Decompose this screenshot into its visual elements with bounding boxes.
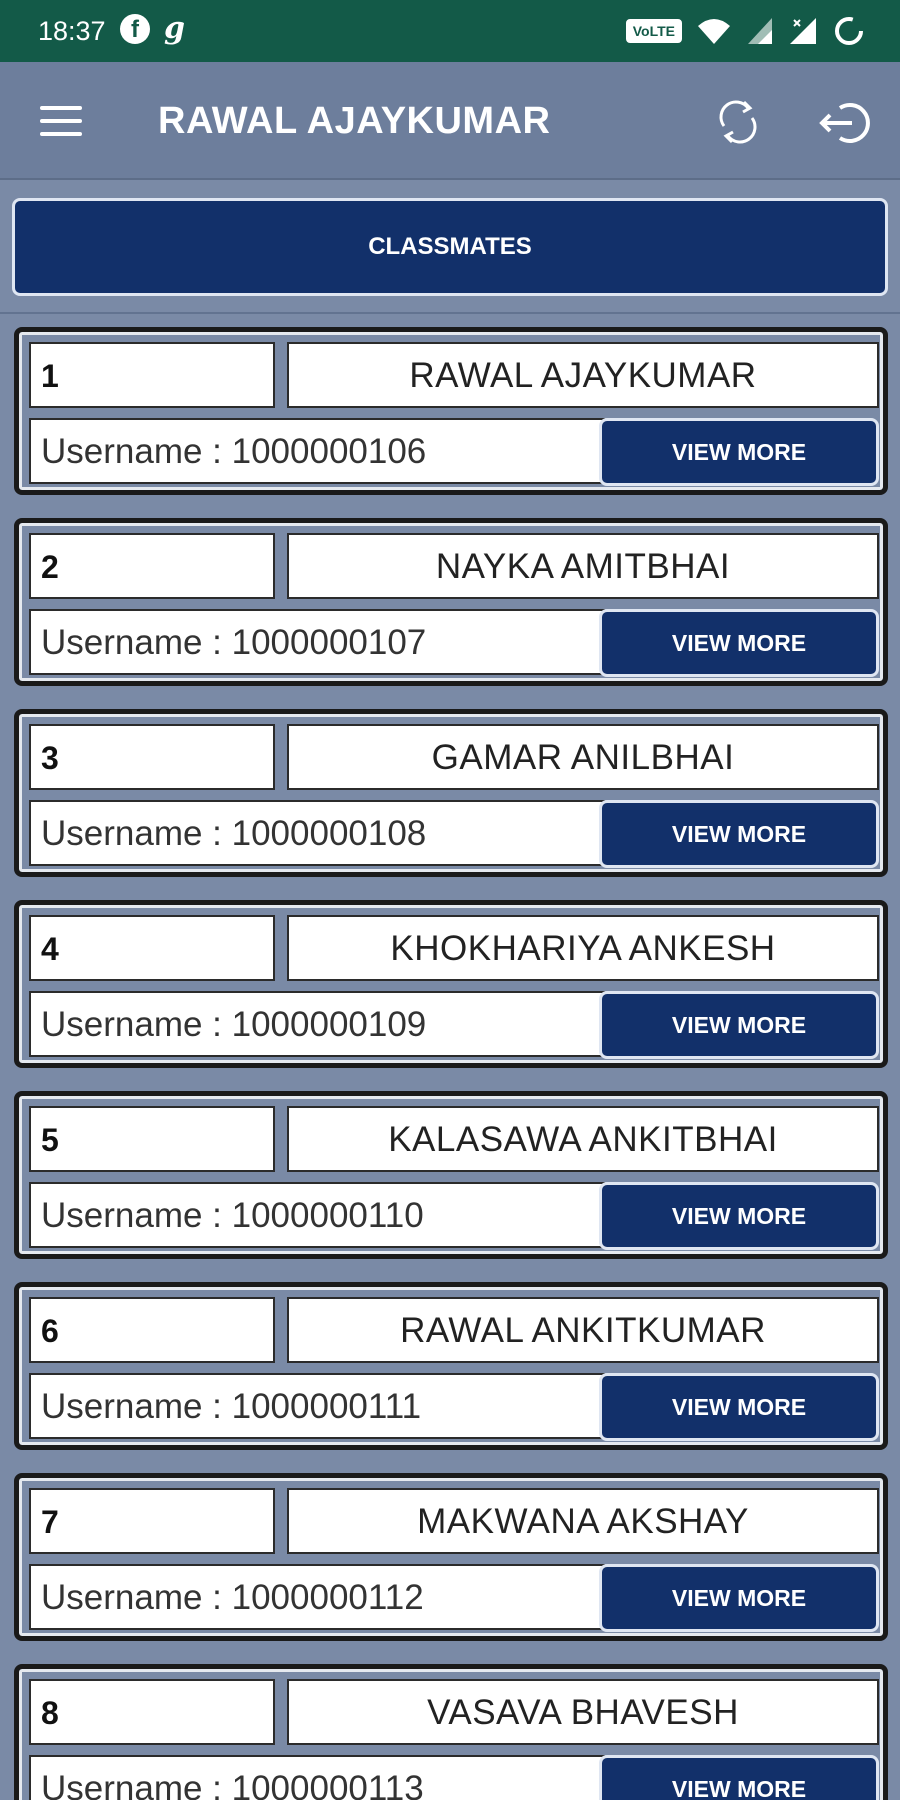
wifi-icon (696, 16, 732, 46)
student-number: 5 (29, 1106, 275, 1172)
refresh-icon[interactable] (712, 96, 764, 148)
logout-icon[interactable] (818, 98, 874, 148)
view-more-button[interactable]: VIEW MORE (599, 1182, 879, 1250)
g-icon: g (164, 11, 185, 46)
signal-x-icon (788, 16, 818, 46)
page-title: RAWAL AJAYKUMAR (158, 100, 551, 142)
student-username: Username : 1000000110 (29, 1182, 605, 1248)
student-name: RAWAL AJAYKUMAR (287, 342, 879, 408)
status-icons (626, 14, 866, 48)
list-item (14, 327, 888, 495)
view-more-button[interactable]: VIEW MORE (599, 991, 879, 1059)
student-number: 4 (29, 915, 275, 981)
student-name: RAWAL ANKITKUMAR (287, 1297, 879, 1363)
divider (0, 312, 900, 314)
app-bar (0, 62, 900, 180)
student-number: 1 (29, 342, 275, 408)
student-number: 7 (29, 1488, 275, 1554)
view-more-button[interactable]: VIEW MORE (599, 609, 879, 677)
student-username: Username : 1000000108 (29, 800, 605, 866)
student-name: KALASAWA ANKITBHAI (287, 1106, 879, 1172)
status-bar (0, 0, 900, 62)
menu-icon[interactable] (40, 106, 82, 136)
student-number: 2 (29, 533, 275, 599)
student-name: VASAVA BHAVESH (287, 1679, 879, 1745)
student-name: KHOKHARIYA ANKESH (287, 915, 879, 981)
student-name: GAMAR ANILBHAI (287, 724, 879, 790)
status-time: 18:37 (38, 16, 106, 46)
list-item (14, 709, 888, 877)
student-number: 6 (29, 1297, 275, 1363)
view-more-button[interactable]: VIEW MORE (599, 1373, 879, 1441)
student-username: Username : 1000000107 (29, 609, 605, 675)
loading-icon (832, 14, 866, 48)
list-item (14, 1282, 888, 1450)
list-item (14, 1664, 888, 1800)
volte-icon: VoLTE (626, 19, 682, 43)
list-item (14, 518, 888, 686)
list-item (14, 1091, 888, 1259)
facebook-icon: f (120, 14, 150, 44)
student-username: Username : 1000000109 (29, 991, 605, 1057)
notification-icons (120, 11, 185, 46)
list-item (14, 900, 888, 1068)
student-name: NAYKA AMITBHAI (287, 533, 879, 599)
view-more-button[interactable]: VIEW MORE (599, 1564, 879, 1632)
student-username: Username : 1000000113 (29, 1755, 605, 1800)
student-username: Username : 1000000111 (29, 1373, 605, 1439)
student-username: Username : 1000000112 (29, 1564, 605, 1630)
signal-icon (746, 16, 774, 46)
classmates-button[interactable]: CLASSMATES (12, 198, 888, 296)
view-more-button[interactable]: VIEW MORE (599, 800, 879, 868)
student-username: Username : 1000000106 (29, 418, 605, 484)
student-number: 8 (29, 1679, 275, 1745)
student-number: 3 (29, 724, 275, 790)
student-name: MAKWANA AKSHAY (287, 1488, 879, 1554)
view-more-button[interactable]: VIEW MORE (599, 1755, 879, 1800)
list-item (14, 1473, 888, 1641)
view-more-button[interactable]: VIEW MORE (599, 418, 879, 486)
